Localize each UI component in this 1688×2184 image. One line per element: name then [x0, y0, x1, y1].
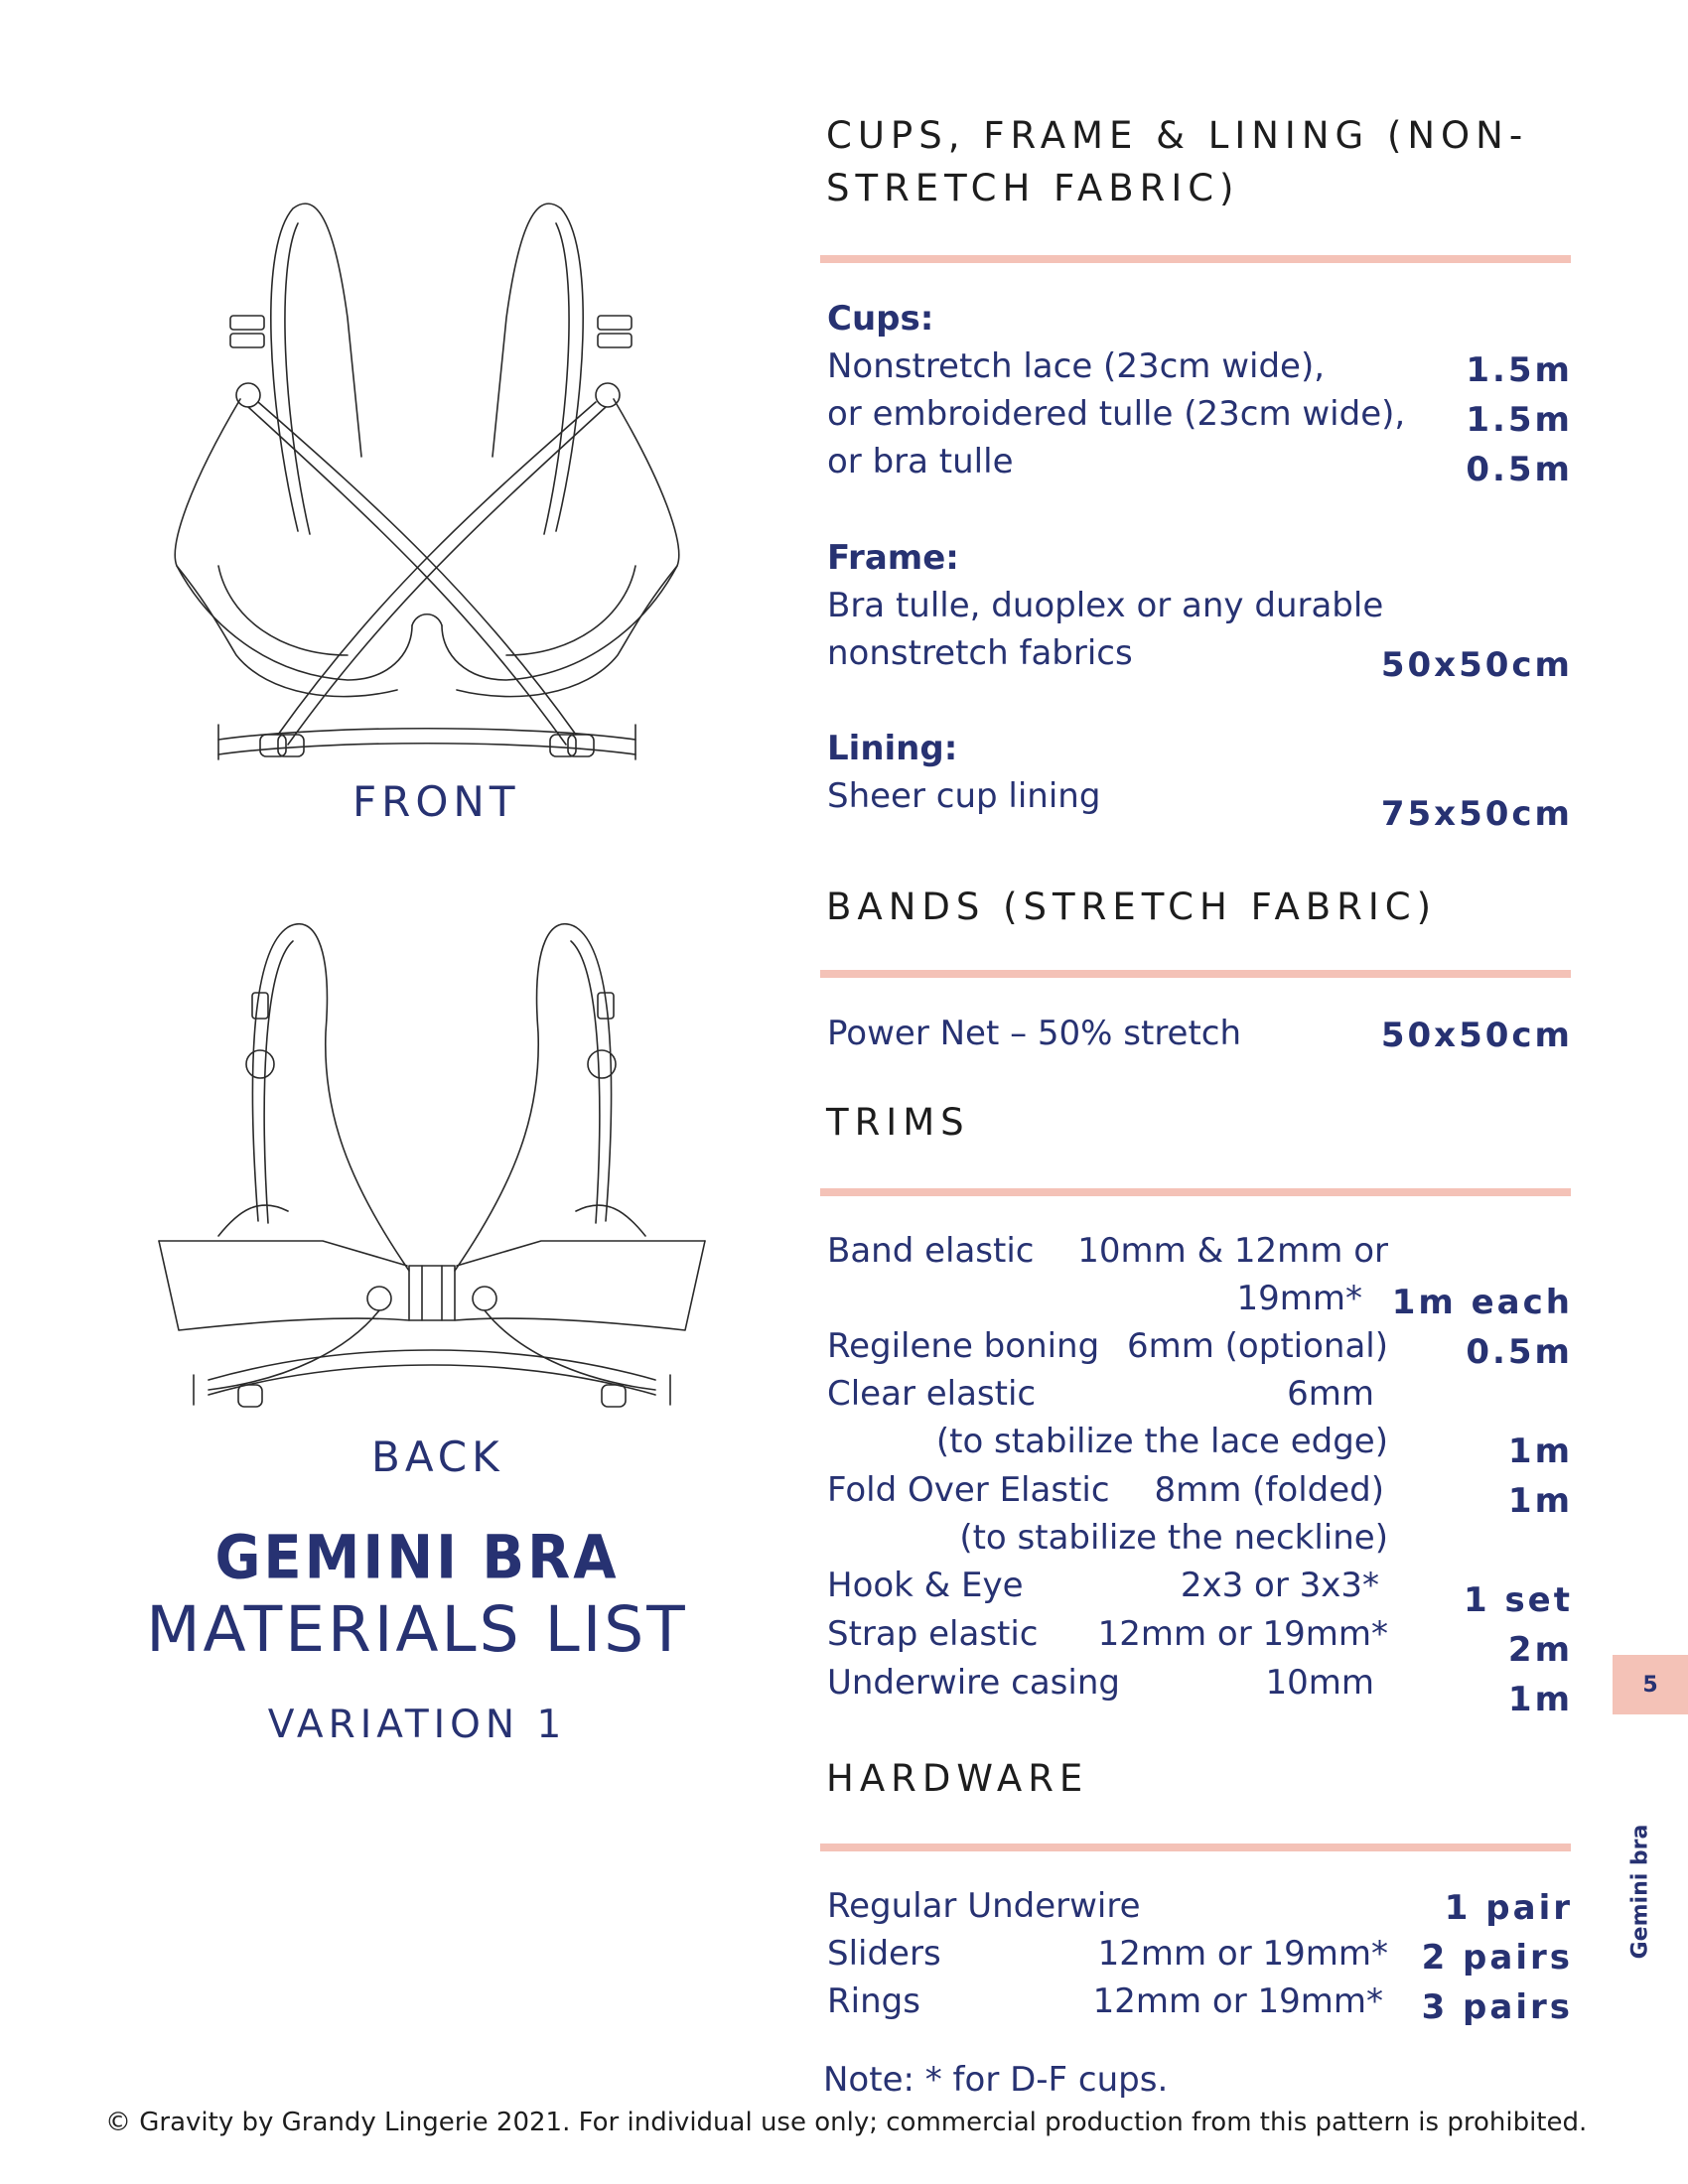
clear-elastic-note: (to stabilize the lace edge) [935, 1422, 1388, 1461]
cups-row-2-label: or embroidered tulle (23cm wide), [827, 394, 1406, 434]
hardware-row-3-qty: 3 pairs [1421, 1987, 1573, 2027]
trims-section-rule [820, 1188, 1571, 1196]
lining-qty: 75x50cm [1380, 794, 1573, 834]
cups-row-2-qty: 1.5m [1466, 400, 1573, 440]
side-label: Gemini bra [1627, 1824, 1653, 1960]
band-elastic-label: Band elastic [827, 1231, 1035, 1271]
hardware-row-2-label: Sliders [827, 1934, 941, 1974]
cups-row-3-label: or bra tulle [827, 442, 1014, 481]
bands-qty: 50x50cm [1380, 1016, 1573, 1055]
strap-elastic-qty: 2m [1507, 1630, 1573, 1670]
underwire-casing-label: Underwire casing [827, 1663, 1120, 1703]
frame-heading: Frame: [827, 538, 959, 578]
hardware-row-1-label: Regular Underwire [827, 1886, 1141, 1926]
trims-section-title: TRIMS [826, 1101, 970, 1144]
regilene-size: 6mm (optional) [1126, 1326, 1388, 1366]
footer-copyright: © Gravity by Grandy Lingerie 2021. For individual use only; commercial production from this pattern is prohibited. [105, 2108, 1588, 2137]
cups-row-1-qty: 1.5m [1466, 350, 1573, 390]
hook-eye-label: Hook & Eye [827, 1566, 1024, 1605]
regilene-qty: 0.5m [1466, 1332, 1573, 1372]
back-label: BACK [371, 1433, 504, 1481]
bands-label: Power Net – 50% stretch [827, 1014, 1242, 1053]
underwire-casing-qty: 1m [1507, 1680, 1573, 1719]
fold-over-elastic-qty: 1m [1507, 1481, 1573, 1521]
hardware-row-2-qty: 2 pairs [1421, 1938, 1573, 1978]
hardware-section-title: HARDWARE [826, 1757, 1089, 1800]
cups-title-line1: CUPS, FRAME & LINING (NON- [826, 114, 1529, 157]
bands-section-title: BANDS (STRETCH FABRIC) [826, 886, 1438, 928]
clear-elastic-qty: 1m [1507, 1432, 1573, 1471]
cups-section-title [826, 109, 1528, 214]
clear-elastic-size: 6mm [1287, 1374, 1374, 1414]
cups-row-1-label: Nonstretch lace (23cm wide), [827, 346, 1326, 386]
fold-over-elastic-note: (to stabilize the neckline) [959, 1518, 1388, 1558]
hardware-row-2-size: 12mm or 19mm* [1097, 1934, 1388, 1974]
cups-heading: Cups: [827, 299, 934, 339]
lining-heading: Lining: [827, 729, 958, 768]
band-elastic-size-2: 19mm* [1236, 1279, 1362, 1318]
materials-list-heading: MATERIALS LIST [146, 1593, 688, 1666]
cups-row-3-qty: 0.5m [1466, 450, 1573, 489]
band-elastic-size-1: 10mm & 12mm or [1077, 1231, 1388, 1271]
frame-line-2: nonstretch fabrics [827, 633, 1133, 673]
page-number: 5 [1642, 1672, 1658, 1698]
regilene-label: Regilene boning [827, 1326, 1100, 1366]
cups-title-line2: STRETCH FABRIC) [826, 167, 1240, 209]
strap-elastic-size: 12mm or 19mm* [1097, 1614, 1388, 1654]
clear-elastic-label: Clear elastic [827, 1374, 1037, 1414]
band-elastic-qty: 1m each [1391, 1283, 1573, 1322]
front-label: FRONT [352, 777, 520, 826]
hook-eye-qty: 1 set [1463, 1580, 1573, 1620]
page-number-tab [1613, 1655, 1688, 1714]
cups-section-rule [820, 255, 1571, 263]
hardware-row-3-size: 12mm or 19mm* [1092, 1981, 1383, 2021]
hook-eye-size: 2x3 or 3x3* [1180, 1566, 1379, 1605]
frame-qty: 50x50cm [1380, 645, 1573, 685]
lining-label: Sheer cup lining [827, 776, 1101, 816]
hardware-section-rule [820, 1843, 1571, 1851]
frame-line-1: Bra tulle, duoplex or any durable [827, 586, 1384, 625]
hardware-row-3-label: Rings [827, 1981, 920, 2021]
strap-elastic-label: Strap elastic [827, 1614, 1039, 1654]
note: Note: * for D-F cups. [823, 2060, 1169, 2100]
brand-title: GEMINI BRA [214, 1523, 620, 1593]
back-bra-illustration [149, 913, 715, 1430]
front-bra-illustration [149, 189, 705, 784]
fold-over-elastic-size: 8mm (folded) [1154, 1470, 1384, 1510]
fold-over-elastic-label: Fold Over Elastic [827, 1470, 1110, 1510]
bands-section-rule [820, 970, 1571, 978]
hardware-row-1-qty: 1 pair [1444, 1888, 1573, 1928]
variation-label: VARIATION 1 [267, 1703, 567, 1747]
underwire-casing-size: 10mm [1265, 1663, 1374, 1703]
